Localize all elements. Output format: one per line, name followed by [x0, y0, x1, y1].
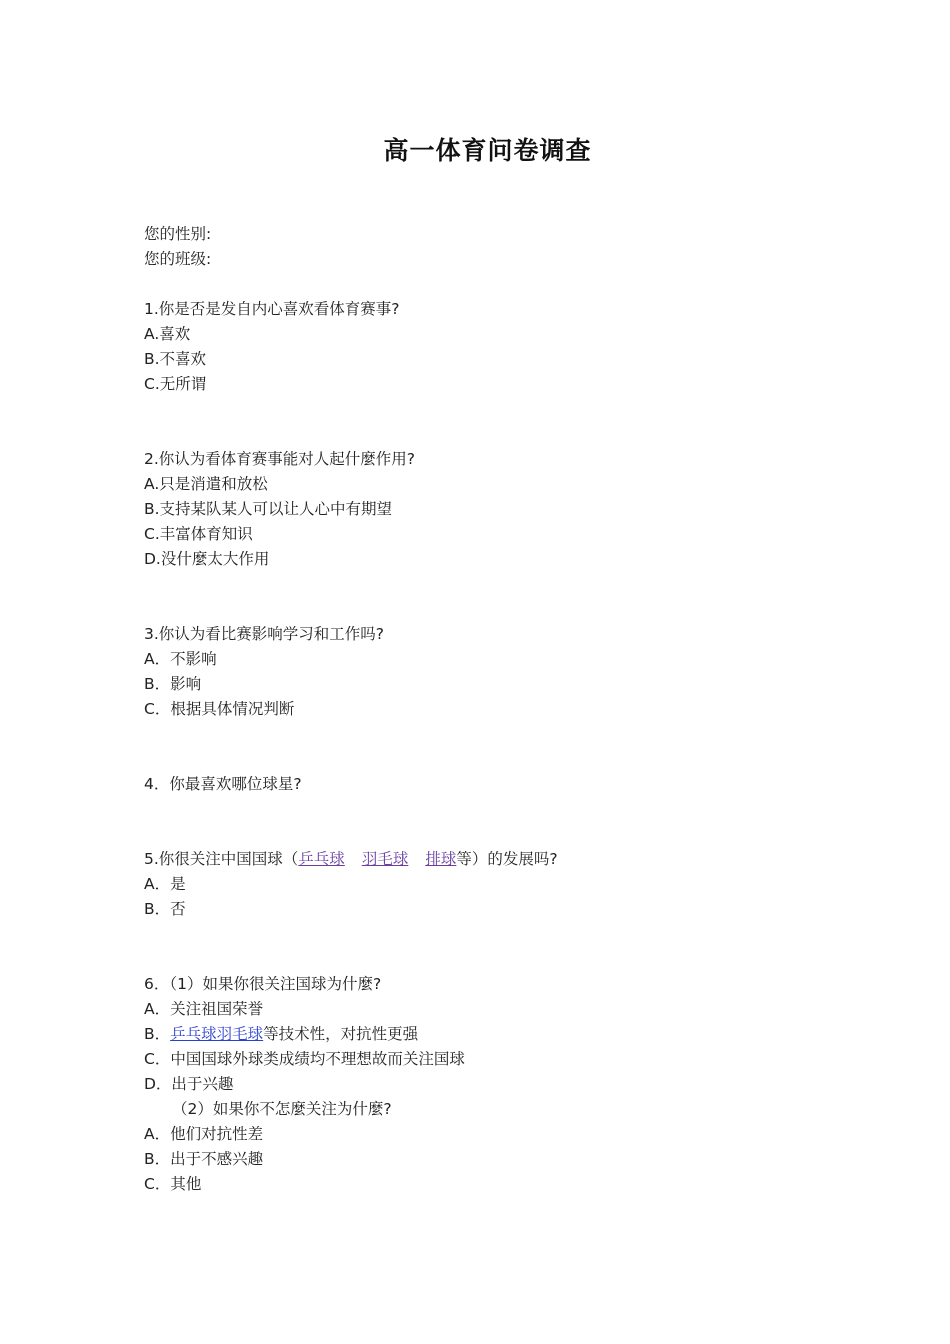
gender-field: 您的性别: [144, 225, 212, 243]
q1-option-c: C.无所谓 [144, 375, 207, 393]
question-6-part-2: （2）如果你不怎麼关注为什麼? [172, 1100, 392, 1118]
link-badminton[interactable]: 羽毛球 [361, 850, 409, 868]
class-field: 您的班级: [144, 250, 212, 268]
q6-1-option-c: C．中国国球外球类成绩均不理想故而关注国球 [144, 1050, 465, 1068]
question-5 [144, 847, 864, 872]
link-pingpong[interactable]: 乒乓球 [298, 850, 345, 868]
q5-option-b: B．否 [144, 900, 186, 918]
question-2: 2.你认为看体育赛事能对人起什麼作用? [144, 450, 416, 468]
q6-2-option-c: C．其他 [144, 1175, 202, 1193]
q1-option-a: A.喜欢 [144, 325, 191, 343]
q6-1-option-a: A．关注祖国荣誉 [144, 1000, 264, 1018]
q1-option-b: B.不喜欢 [144, 350, 207, 368]
q3-option-a: A．不影响 [144, 650, 217, 668]
document-title: 高一体育问卷调查 [383, 136, 592, 165]
link-pingpong-badminton[interactable]: 乒乓球羽毛球 [170, 1025, 264, 1043]
q5-option-a: A．是 [144, 875, 186, 893]
q6-1-option-b [144, 1022, 864, 1047]
q2-option-d: D.没什麼太大作用 [144, 550, 270, 568]
q6-2-option-b: B．出于不感兴趣 [144, 1150, 264, 1168]
question-1: 1.你是否是发自内心喜欢看体育赛事? [144, 300, 400, 318]
q5-prefix: 5.你很关注中国国球（ [144, 850, 299, 868]
q6-1-option-d: D．出于兴趣 [144, 1075, 234, 1093]
survey-body [144, 222, 864, 1197]
q6-1-option-b-suffix: 等技术性，对抗性更强 [263, 1025, 419, 1043]
q6-2-option-a: A．他们对抗性差 [144, 1125, 264, 1143]
q3-option-c: C．根据具体情况判断 [144, 700, 295, 718]
q2-option-a: A.只是消遣和放松 [144, 475, 268, 493]
question-3: 3.你认为看比赛影响学习和工作吗? [144, 625, 385, 643]
q3-option-b: B．影响 [144, 675, 202, 693]
question-6-part-1: 6．（1）如果你很关注国球为什麼? [144, 975, 382, 993]
q2-option-c: C.丰富体育知识 [144, 525, 253, 543]
q5-suffix: 等）的发展吗? [456, 850, 558, 868]
q6-1-option-b-prefix: B． [144, 1025, 171, 1043]
question-4: 4．你最喜欢哪位球星? [144, 775, 302, 793]
link-volleyball[interactable]: 排球 [425, 850, 457, 868]
q2-option-b: B.支持某队某人可以让人心中有期望 [144, 500, 393, 518]
